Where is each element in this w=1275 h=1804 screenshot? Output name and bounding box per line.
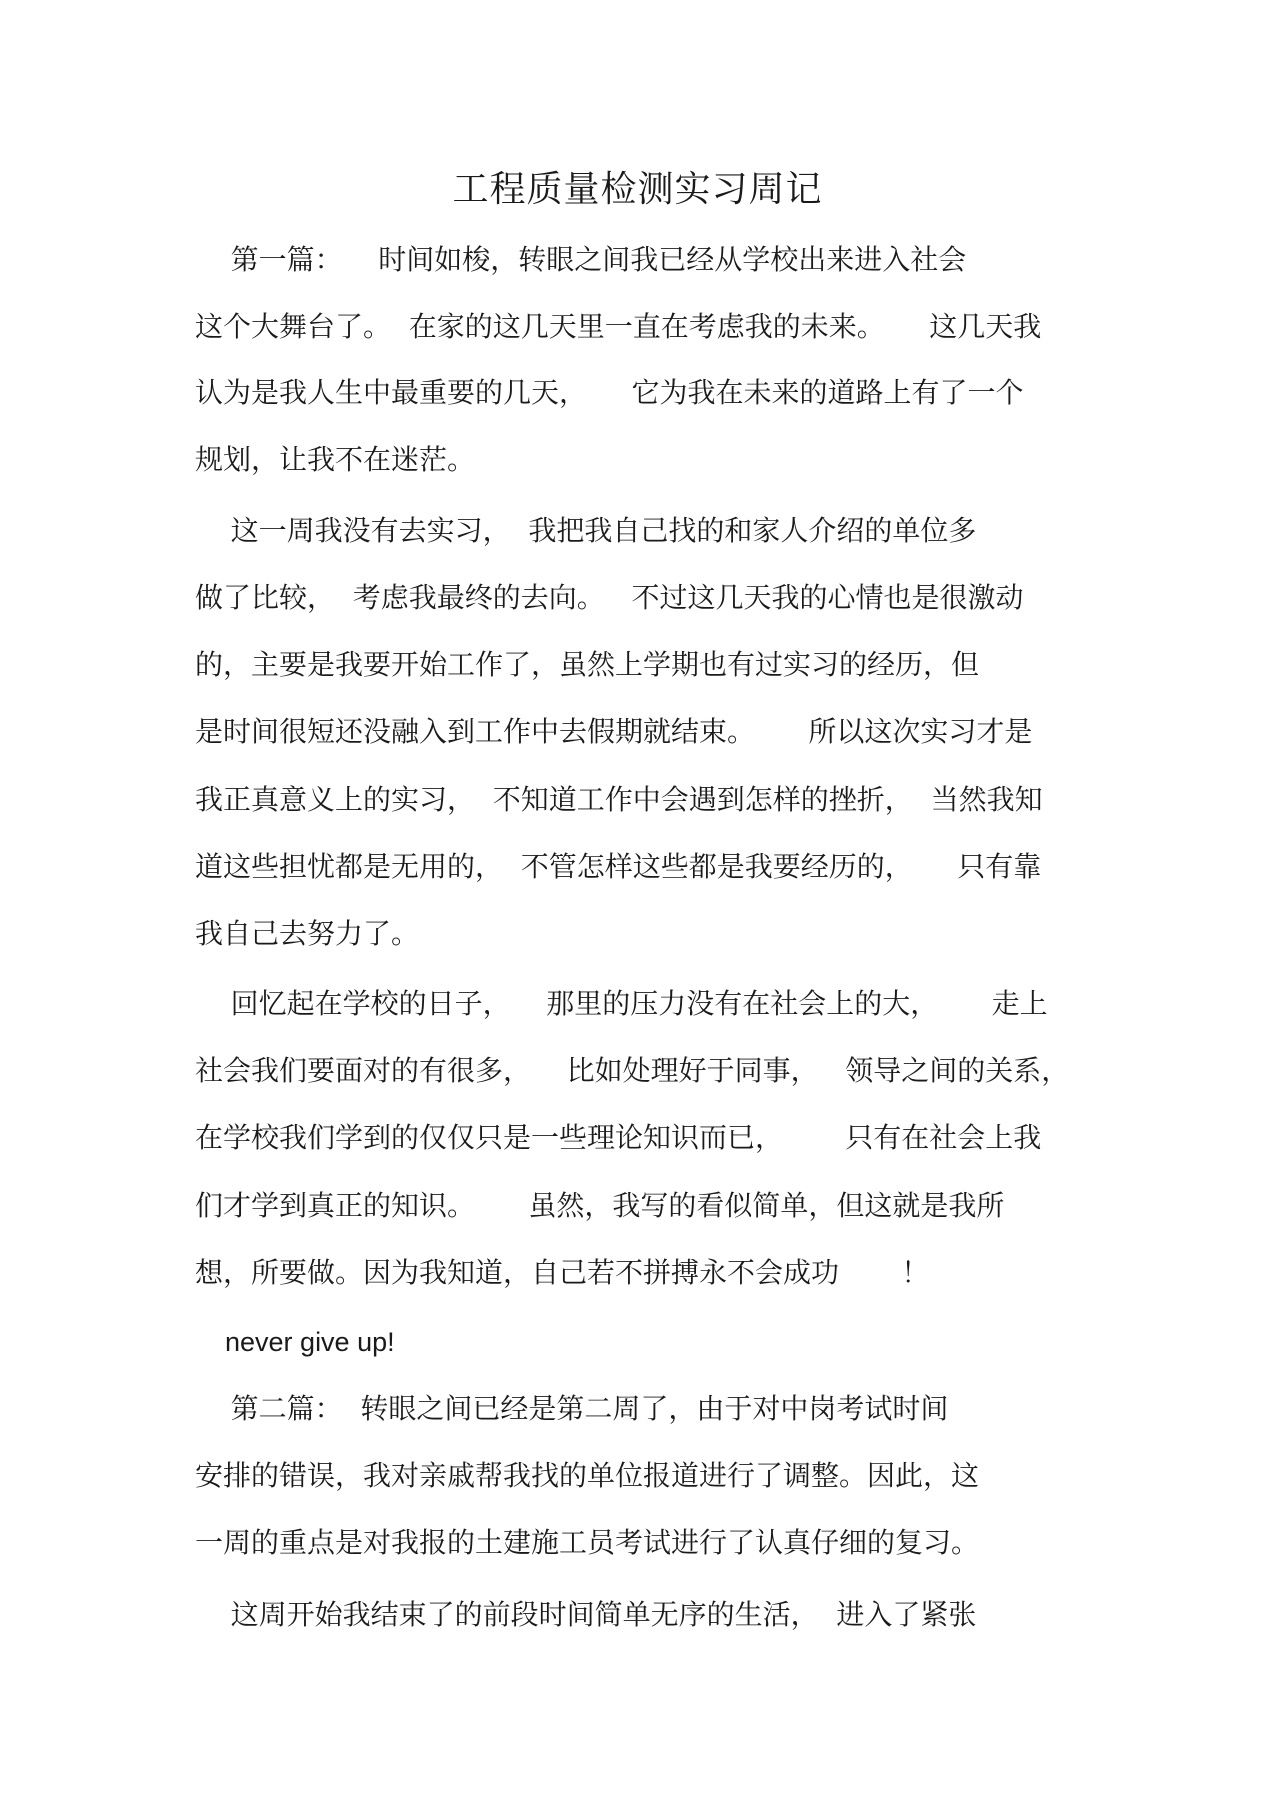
text-line: 第二篇： 转眼之间已经是第二周了，由于对中岗考试时间 xyxy=(195,1392,949,1425)
text-line: 社会我们要面对的有很多， 比如处理好于同事， 领导之间的关系， xyxy=(195,1054,1070,1087)
document-title: 工程质量检测实习周记 xyxy=(452,169,823,210)
text-line: 认为是我人生中最重要的几天， 它为我在未来的道路上有了一个 xyxy=(195,376,1024,409)
text-line: 是时间很短还没融入到工作中去假期就结束。 所以这次实习才是 xyxy=(195,715,1033,748)
text-line: 这周开始我结束了的前段时间简单无序的生活， 进入了紧张 xyxy=(195,1598,977,1631)
text-line: 做了比较， 考虑我最终的去向。 不过这几天我的心情也是很激动 xyxy=(195,581,1024,614)
text-line: 在学校我们学到的仅仅只是一些理论知识而已， 只有在社会上我 xyxy=(195,1121,1042,1154)
text-line: 安排的错误，我对亲戚帮我找的单位报道进行了调整。因此，这 xyxy=(195,1459,980,1492)
text-line: 的，主要是我要开始工作了，虽然上学期也有过实习的经历，但 xyxy=(195,648,980,681)
text-line: 回忆起在学校的日子， 那里的压力没有在社会上的大， 走上 xyxy=(195,987,1048,1020)
text-line: 我自己去努力了。 xyxy=(195,917,420,950)
text-line: 规划，让我不在迷茫。 xyxy=(195,443,476,476)
text-line-english: never give up! xyxy=(195,1327,395,1357)
text-line: 道这些担忧都是无用的， 不管怎样这些都是我要经历的， 只有靠 xyxy=(195,850,1042,883)
text-line: 我正真意义上的实习， 不知道工作中会遇到怎样的挫折， 当然我知 xyxy=(195,783,1043,816)
text-line: 一周的重点是对我报的土建施工员考试进行了认真仔细的复习。 xyxy=(195,1526,980,1559)
text-line: 第一篇： 时间如梭，转眼之间我已经从学校出来进入社会 xyxy=(195,243,967,276)
text-line: 想，所要做。因为我知道，自己若不拼搏永不会成功 ！ xyxy=(195,1256,930,1289)
text-line: 们才学到真正的知识。 虽然，我写的看似简单，但这就是我所 xyxy=(195,1189,1005,1222)
text-line: 这个大舞台了。 在家的这几天里一直在考虑我的未来。 这几天我 xyxy=(195,310,1042,343)
text-line: 这一周我没有去实习， 我把我自己找的和家人介绍的单位多 xyxy=(195,514,977,547)
